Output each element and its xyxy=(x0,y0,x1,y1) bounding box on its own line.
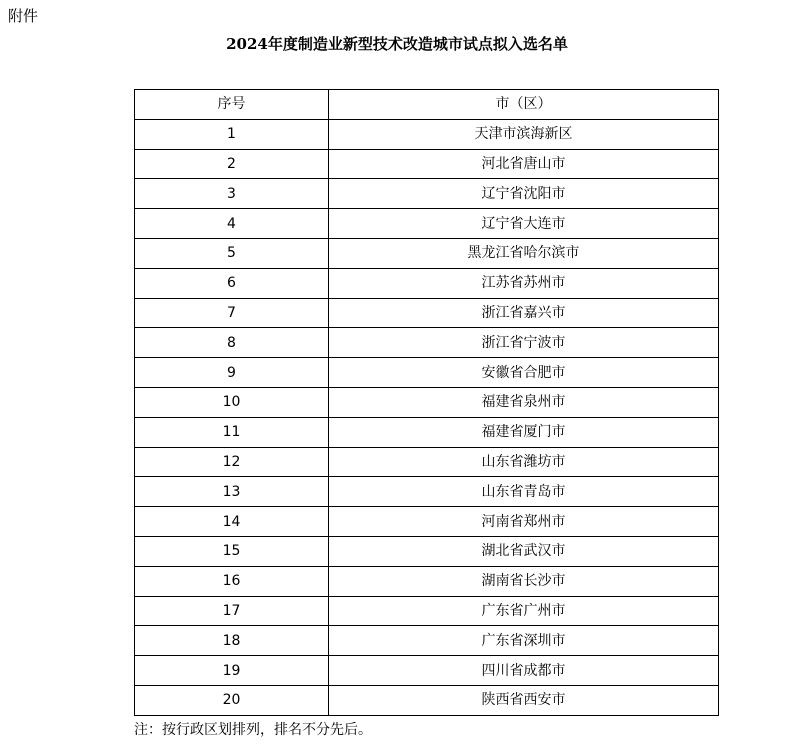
city-cell: 辽宁省大连市 xyxy=(329,209,719,239)
serial-number-cell: 13 xyxy=(135,477,329,507)
document-title: 2024年度制造业新型技术改造城市试点拟入选名单 xyxy=(226,35,568,53)
footnote: 注：按行政区划排列，排名不分先后。 xyxy=(134,722,372,738)
city-cell: 湖南省长沙市 xyxy=(329,566,719,596)
city-cell: 辽宁省沈阳市 xyxy=(329,179,719,209)
city-cell: 福建省泉州市 xyxy=(329,387,719,417)
table-row xyxy=(135,477,719,507)
table-row xyxy=(135,358,719,388)
attachment-label: 附件 xyxy=(8,7,39,25)
table-row xyxy=(135,656,719,686)
table-row xyxy=(135,268,719,298)
table-body xyxy=(135,119,719,715)
city-cell: 河南省郑州市 xyxy=(329,507,719,537)
table-row xyxy=(135,447,719,477)
table-row xyxy=(135,238,719,268)
table-row xyxy=(135,507,719,537)
city-cell: 天津市滨海新区 xyxy=(329,119,719,149)
city-cell: 广东省深圳市 xyxy=(329,626,719,656)
table-row xyxy=(135,149,719,179)
serial-number-cell: 15 xyxy=(135,536,329,566)
table-row xyxy=(135,626,719,656)
serial-number-cell: 3 xyxy=(135,179,329,209)
serial-number-cell: 1 xyxy=(135,119,329,149)
city-cell: 山东省潍坊市 xyxy=(329,447,719,477)
city-cell: 河北省唐山市 xyxy=(329,149,719,179)
table-row xyxy=(135,685,719,715)
city-cell: 山东省青岛市 xyxy=(329,477,719,507)
serial-number-cell: 14 xyxy=(135,507,329,537)
serial-number-cell: 2 xyxy=(135,149,329,179)
table-row xyxy=(135,328,719,358)
column-header-city: 市（区） xyxy=(329,90,719,120)
serial-number-cell: 7 xyxy=(135,298,329,328)
serial-number-cell: 12 xyxy=(135,447,329,477)
city-cell: 四川省成都市 xyxy=(329,656,719,686)
city-cell: 江苏省苏州市 xyxy=(329,268,719,298)
table-row xyxy=(135,417,719,447)
serial-number-cell: 19 xyxy=(135,656,329,686)
city-cell: 黑龙江省哈尔滨市 xyxy=(329,238,719,268)
serial-number-cell: 11 xyxy=(135,417,329,447)
serial-number-cell: 16 xyxy=(135,566,329,596)
city-cell: 浙江省嘉兴市 xyxy=(329,298,719,328)
serial-number-cell: 5 xyxy=(135,238,329,268)
table-row xyxy=(135,298,719,328)
table-row xyxy=(135,596,719,626)
table-row xyxy=(135,179,719,209)
city-cell: 陕西省西安市 xyxy=(329,685,719,715)
table-row xyxy=(135,209,719,239)
serial-number-cell: 8 xyxy=(135,328,329,358)
serial-number-cell: 6 xyxy=(135,268,329,298)
serial-number-cell: 18 xyxy=(135,626,329,656)
city-cell: 福建省厦门市 xyxy=(329,417,719,447)
city-cell: 广东省广州市 xyxy=(329,596,719,626)
table-row xyxy=(135,119,719,149)
serial-number-cell: 4 xyxy=(135,209,329,239)
city-cell: 湖北省武汉市 xyxy=(329,536,719,566)
city-list-table xyxy=(134,89,719,716)
city-cell: 浙江省宁波市 xyxy=(329,328,719,358)
table-row xyxy=(135,536,719,566)
table-row xyxy=(135,387,719,417)
column-header-serial: 序号 xyxy=(135,90,329,120)
table-row xyxy=(135,566,719,596)
serial-number-cell: 10 xyxy=(135,387,329,417)
serial-number-cell: 17 xyxy=(135,596,329,626)
city-cell: 安徽省合肥市 xyxy=(329,358,719,388)
table-header-row xyxy=(135,90,719,120)
serial-number-cell: 20 xyxy=(135,685,329,715)
serial-number-cell: 9 xyxy=(135,358,329,388)
